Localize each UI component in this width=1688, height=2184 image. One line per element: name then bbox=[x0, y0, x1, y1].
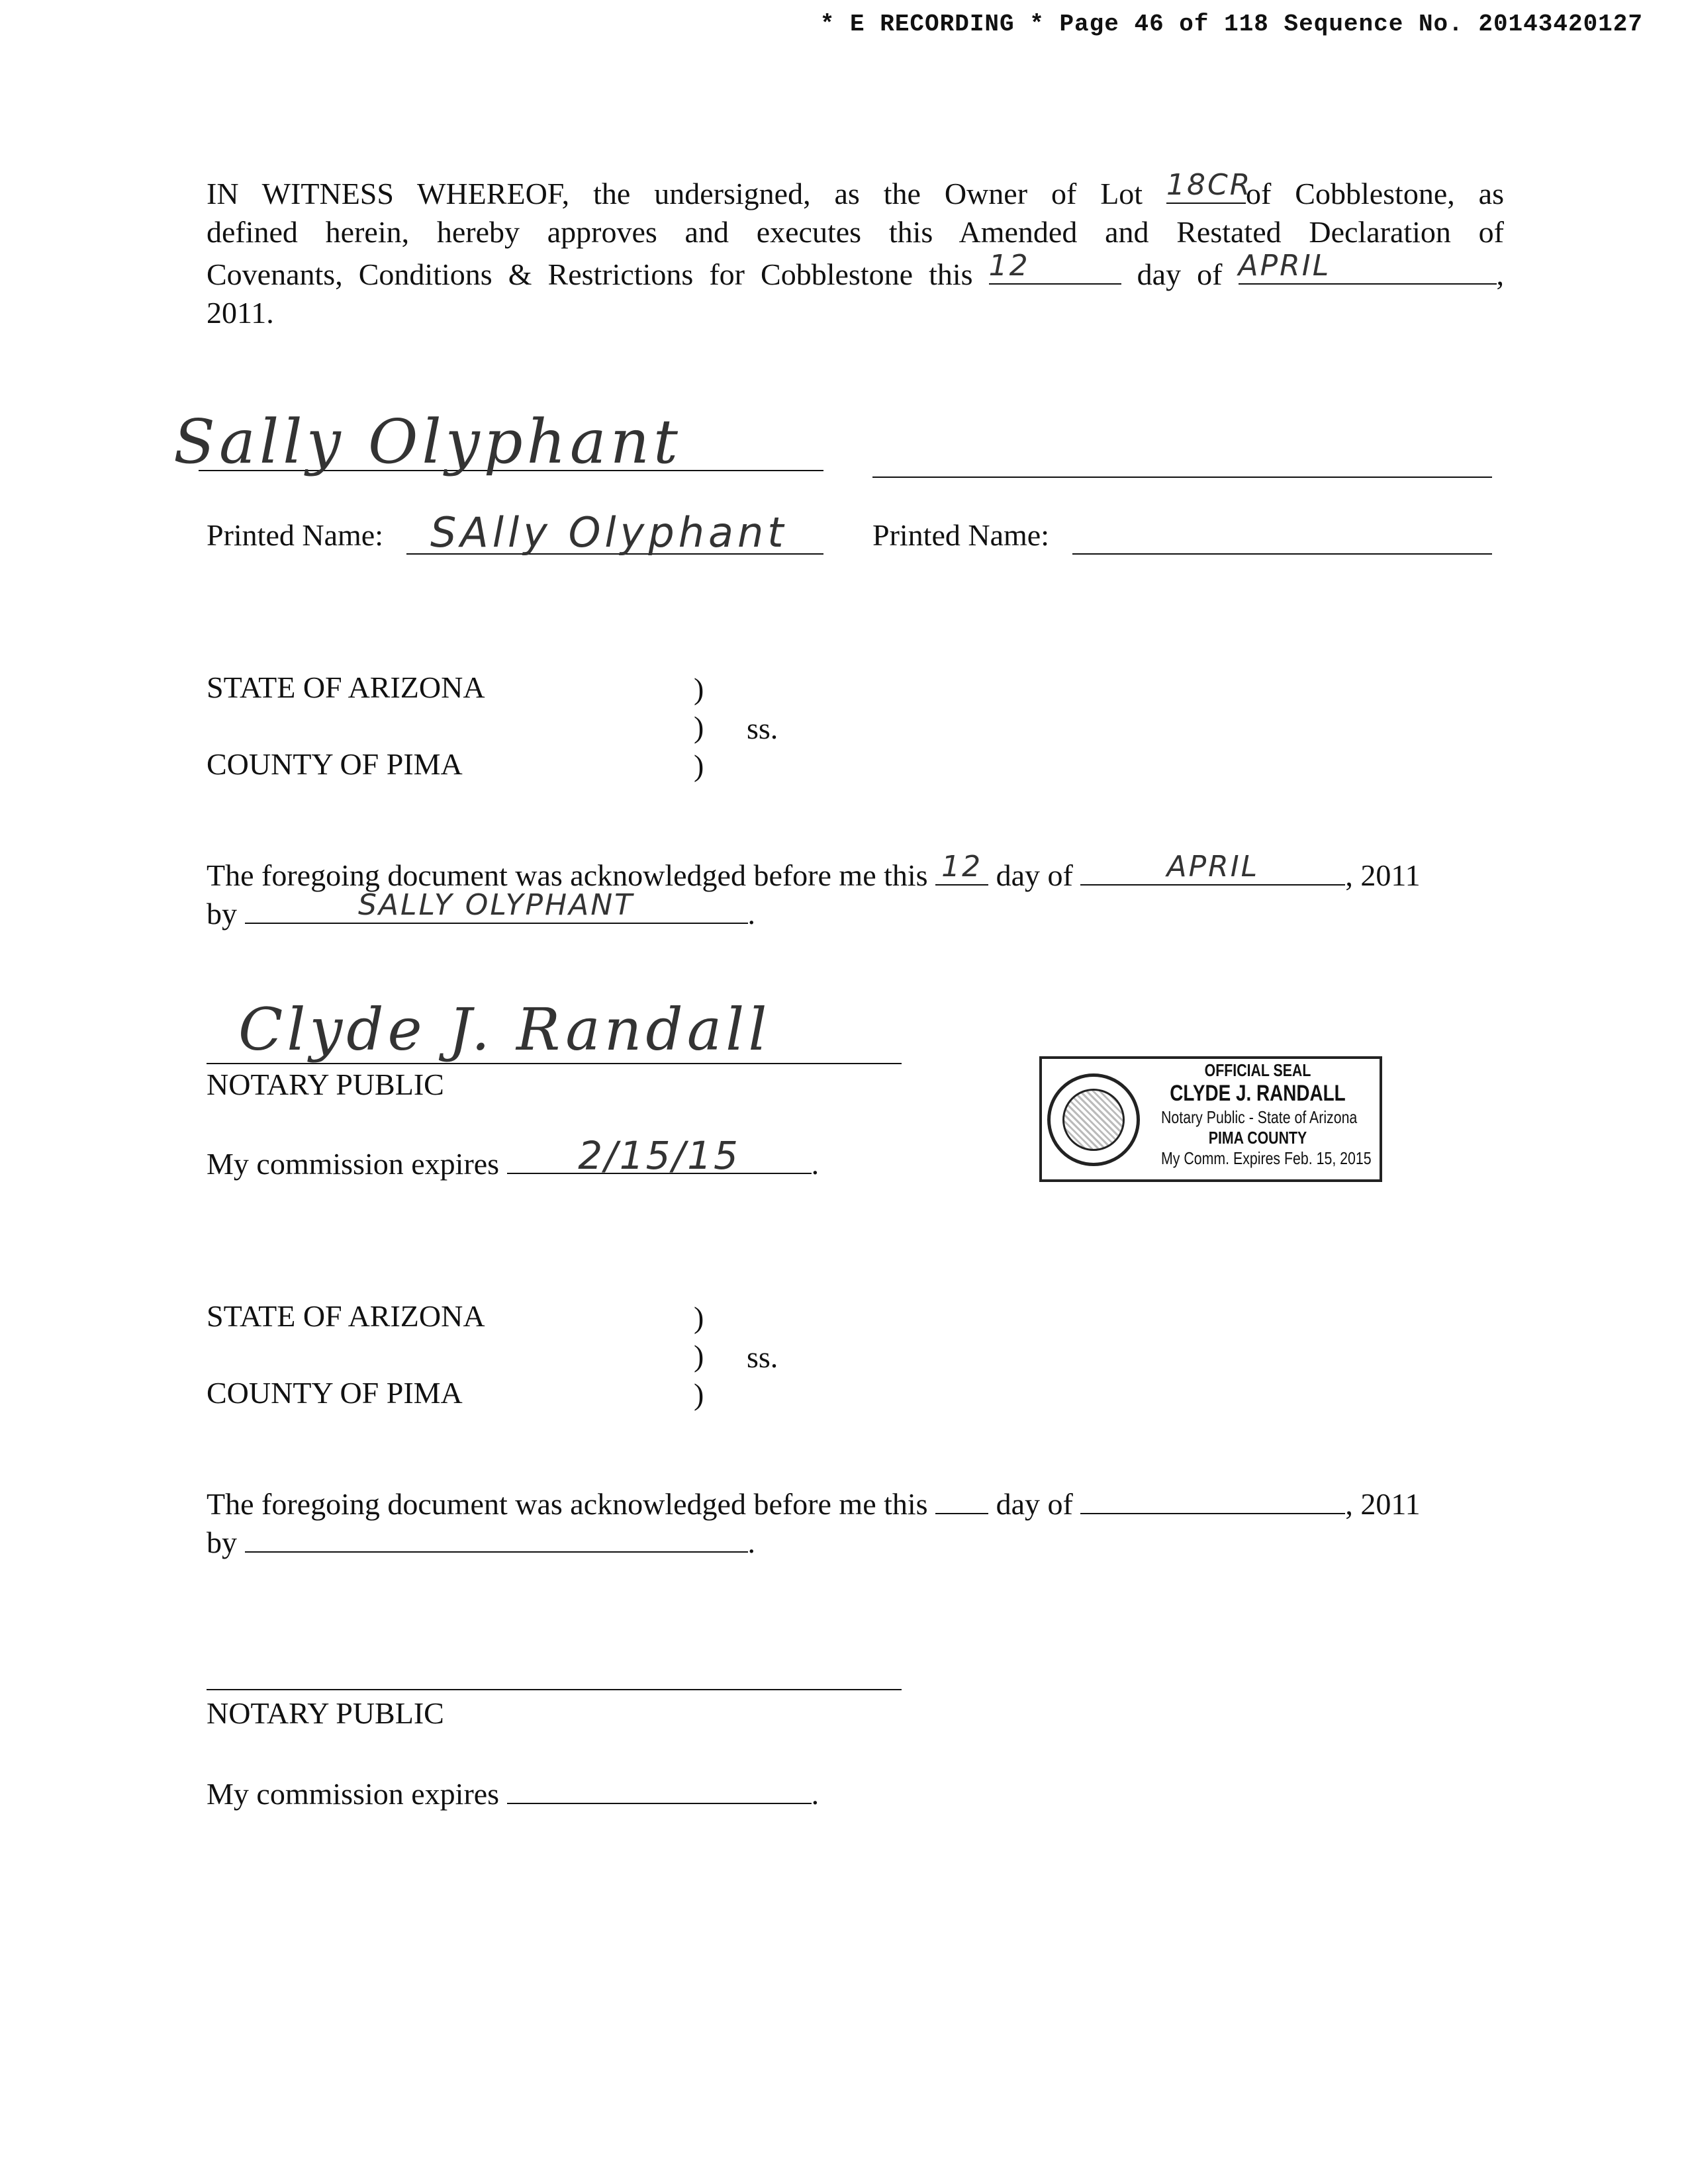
printed-name-label-1: Printed Name: bbox=[207, 518, 383, 552]
seal-line-5: My Comm. Expires Feb. 15, 2015 bbox=[1161, 1148, 1372, 1168]
witness-line-3: Covenants, Conditions & Restrictions for Cobblestone this 12 day of APRIL , bbox=[207, 249, 1505, 291]
ack1-name-field[interactable]: SALLY OLYPHANT bbox=[245, 891, 748, 924]
ack2-month-field[interactable] bbox=[1080, 1481, 1345, 1514]
ack1-commission-line: My commission expires 2/15/15 . bbox=[207, 1133, 820, 1181]
ack1-county: COUNTY OF PIMA bbox=[207, 747, 463, 781]
seal-line-1: OFFICIAL SEAL bbox=[1204, 1060, 1311, 1080]
ack2-text-line: The foregoing document was acknowledged before me this day of , 2011 bbox=[207, 1481, 1421, 1524]
ack1-notary-label: NOTARY PUBLIC bbox=[207, 1068, 444, 1101]
witness-line-1: IN WITNESS WHEREOF, the undersigned, as the Owner of Lot 18CR of Cobblestone, as bbox=[207, 168, 1504, 210]
seal-line-2: CLYDE J. RANDALL bbox=[1170, 1081, 1346, 1106]
witness-line-4: 2011. bbox=[207, 296, 274, 330]
ack1-notary-signature: Clyde J. Randall bbox=[238, 995, 771, 1064]
ack1-paren-3: ) bbox=[694, 749, 704, 782]
ack2-day-field[interactable] bbox=[935, 1481, 988, 1514]
ack1-by-line: by SALLY OLYPHANT . bbox=[207, 888, 755, 931]
ack1-month-field[interactable]: APRIL bbox=[1080, 852, 1345, 886]
printed-name-1: SAlly Olyphant bbox=[430, 508, 788, 557]
ack2-by-line: by . bbox=[207, 1520, 755, 1562]
ack1-state: STATE OF ARIZONA bbox=[207, 670, 485, 704]
witness-day-field[interactable]: 12 bbox=[989, 251, 1121, 285]
ack2-paren-2: ) bbox=[694, 1339, 704, 1373]
ack2-state: STATE OF ARIZONA bbox=[207, 1299, 485, 1333]
witness-paragraph bbox=[207, 168, 1505, 332]
ack1-ss: ss. bbox=[747, 711, 778, 745]
second-owner-signature-line[interactable] bbox=[872, 477, 1492, 478]
ack2-expires-field[interactable] bbox=[507, 1771, 812, 1804]
lot-field[interactable]: 18CR bbox=[1166, 171, 1246, 204]
ack1-paren-1: ) bbox=[694, 672, 704, 705]
ack2-paren-1: ) bbox=[694, 1300, 704, 1334]
ack1-expires-field[interactable]: 2/15/15 bbox=[507, 1141, 812, 1174]
arizona-seal-emblem-icon bbox=[1047, 1073, 1140, 1166]
ack2-ss: ss. bbox=[747, 1340, 778, 1374]
witness-month-field[interactable]: APRIL bbox=[1239, 251, 1497, 285]
ack2-county: COUNTY OF PIMA bbox=[207, 1376, 463, 1410]
witness-line-2: defined herein, hereby approves and executes this Amended and Restated Declaration of bbox=[207, 215, 1504, 249]
ack2-notary-signature-line[interactable] bbox=[207, 1689, 902, 1690]
ack1-paren-2: ) bbox=[694, 710, 704, 744]
ack2-name-field[interactable] bbox=[245, 1520, 748, 1553]
ack2-notary-label: NOTARY PUBLIC bbox=[207, 1696, 444, 1730]
printed-name-field-2[interactable] bbox=[1072, 553, 1492, 555]
recording-header: * E RECORDING * Page 46 of 118 Sequence No. 20143420127 bbox=[820, 11, 1643, 38]
printed-name-label-2: Printed Name: bbox=[872, 518, 1049, 552]
official-notary-seal bbox=[1039, 1056, 1382, 1182]
ack2-commission-line: My commission expires . bbox=[207, 1771, 819, 1813]
seal-line-3: Notary Public - State of Arizona bbox=[1161, 1107, 1358, 1127]
seal-line-4: PIMA COUNTY bbox=[1208, 1128, 1307, 1148]
owner-signature: Sally Olyphant bbox=[173, 406, 682, 477]
ack1-text-line: The foregoing document was acknowledged before me this 12 day of APRIL , 2011 bbox=[207, 850, 1421, 892]
ack2-paren-3: ) bbox=[694, 1377, 704, 1411]
ack1-day-field[interactable]: 12 bbox=[935, 852, 988, 886]
